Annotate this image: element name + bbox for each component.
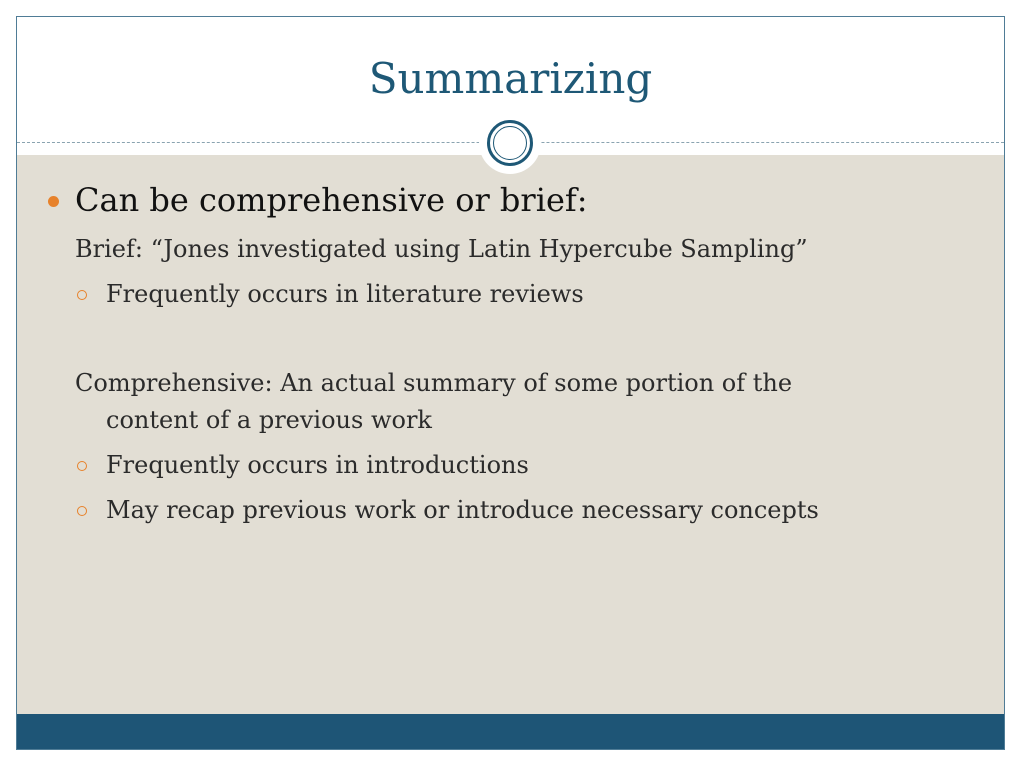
hollow-bullet-icon <box>77 506 87 516</box>
brief-text: Brief: “Jones investigated using Latin Hypercube Sampling” <box>75 235 808 263</box>
comprehensive-text <box>17 365 1004 439</box>
ring-inner <box>493 126 527 160</box>
sub-bullet-text: Frequently occurs in introductions <box>106 451 529 479</box>
ring-outer <box>487 120 533 166</box>
divider-ring-icon <box>479 112 541 174</box>
sub-bullet-text: Frequently occurs in literature reviews <box>106 280 584 308</box>
comprehensive-line-1: Comprehensive: An actual summary of some portion of the <box>75 369 793 397</box>
main-bullet-item <box>17 177 1004 223</box>
sub-bullet-item <box>17 276 1004 313</box>
footer-bar <box>17 714 1004 749</box>
comprehensive-line-2: content of a previous work <box>106 406 432 434</box>
slide-title: Summarizing <box>368 54 653 103</box>
hollow-bullet-icon <box>77 290 87 300</box>
sub-bullet-item <box>17 492 1004 529</box>
slide-body <box>17 177 1004 529</box>
spacer <box>17 313 1004 365</box>
orange-bullet-icon <box>48 196 59 207</box>
main-bullet-text: Can be comprehensive or brief: <box>75 181 588 219</box>
sub-bullet-text: May recap previous work or introduce necessary concepts <box>106 496 819 524</box>
hollow-bullet-icon <box>77 461 87 471</box>
slide <box>16 16 1005 750</box>
sub-bullet-item <box>17 447 1004 484</box>
